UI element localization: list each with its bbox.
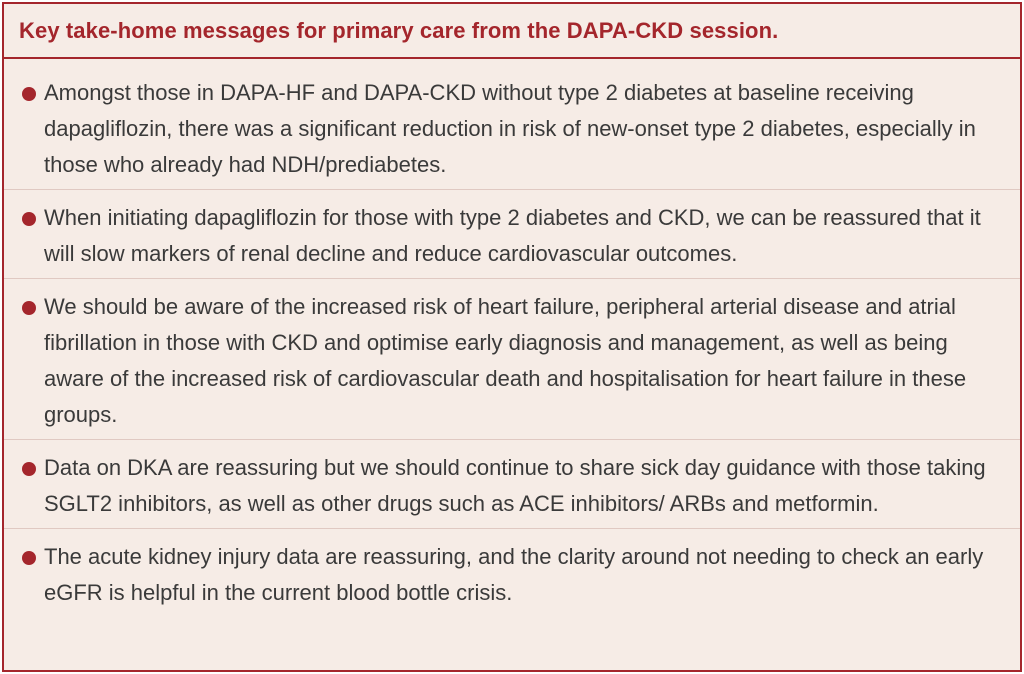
list-item-text: The acute kidney injury data are reassuring, and the clarity around not needing to check an early eGFR is helpful in the current blood bottle crisis. [44, 544, 984, 605]
list-item [4, 450, 1020, 529]
bullet-dot-icon [22, 551, 36, 565]
list-item-text: Data on DKA are reassuring but we should continue to share sick day guidance with those taking SGLT2 inhibitors, as well as other drugs such as ACE inhibitors/ ARBs and metformin. [44, 455, 986, 516]
bullet-dot-icon [22, 301, 36, 315]
box-title: Key take-home messages for primary care from the DAPA-CKD session. [19, 17, 779, 43]
bullet-dot-icon [22, 212, 36, 226]
box-header [4, 4, 1020, 59]
take-home-messages-box [2, 2, 1022, 672]
list-item-text: When initiating dapagliflozin for those with type 2 diabetes and CKD, we can be reassured that it will slow markers of renal decline and reduce cardiovascular outcomes. [44, 205, 981, 266]
bullet-dot-icon [22, 87, 36, 101]
list-item-text: Amongst those in DAPA-HF and DAPA-CKD without type 2 diabetes at baseline receiving dapagliflozin, there was a significant reduction in risk of new-onset type 2 diabetes, especially in those who already had NDH/prediabetes. [44, 80, 976, 177]
bullet-dot-icon [22, 462, 36, 476]
list-item [4, 539, 1020, 617]
list-item [4, 289, 1020, 440]
messages-list [4, 59, 1020, 617]
list-item [4, 200, 1020, 279]
list-item [4, 75, 1020, 190]
list-item-text: We should be aware of the increased risk of heart failure, peripheral arterial disease and atrial fibrillation in those with CKD and optimise early diagnosis and management, as well as being aware of the increased risk of cardiovascular death and hospitalisation for heart failure in these groups. [44, 294, 967, 427]
